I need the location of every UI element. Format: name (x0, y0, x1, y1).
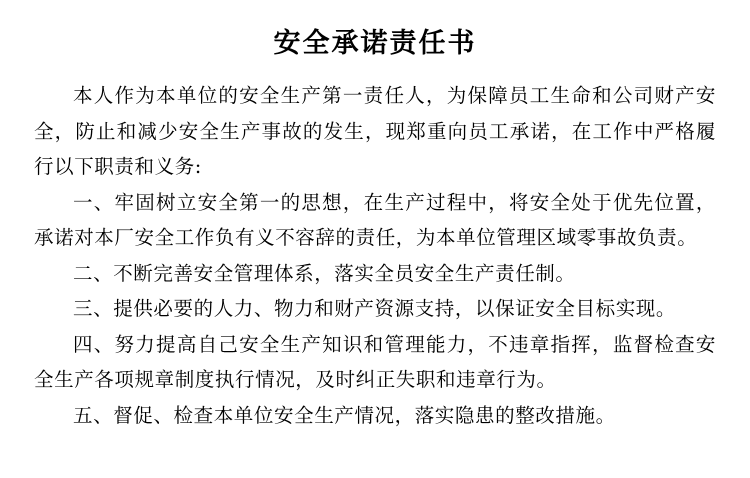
commitment-item-4: 四、努力提高自己安全生产知识和管理能力，不违章指挥，监督检查安全生产各项规章制度执行情况，及时纠正失职和违章行为。 (34, 332, 716, 391)
commitment-item-2: 二、不断完善安全管理体系，落实全员安全生产责任制。 (73, 261, 576, 285)
commitment-item-5: 五、督促、检查本单位安全生产情况，落实隐患的整改措施。 (73, 403, 616, 427)
intro-paragraph: 本人作为本单位的安全生产第一责任人，为保障员工生命和公司财产安全，防止和减少安全生产事故的发生，现郑重向员工承诺，在工作中严格履行以下职责和义务: (34, 84, 716, 178)
commitment-item-1: 一、牢固树立安全第一的思想，在生产过程中，将安全处于优先位置，承诺对本厂安全工作负有义不容辞的责任，为本单位管理区域零事故负责。 (34, 190, 716, 249)
commitment-item-3: 三、提供必要的人力、物力和财产资源支持，以保证安全目标实现。 (73, 297, 677, 320)
document-title: 安全承诺责任书 (273, 28, 477, 59)
